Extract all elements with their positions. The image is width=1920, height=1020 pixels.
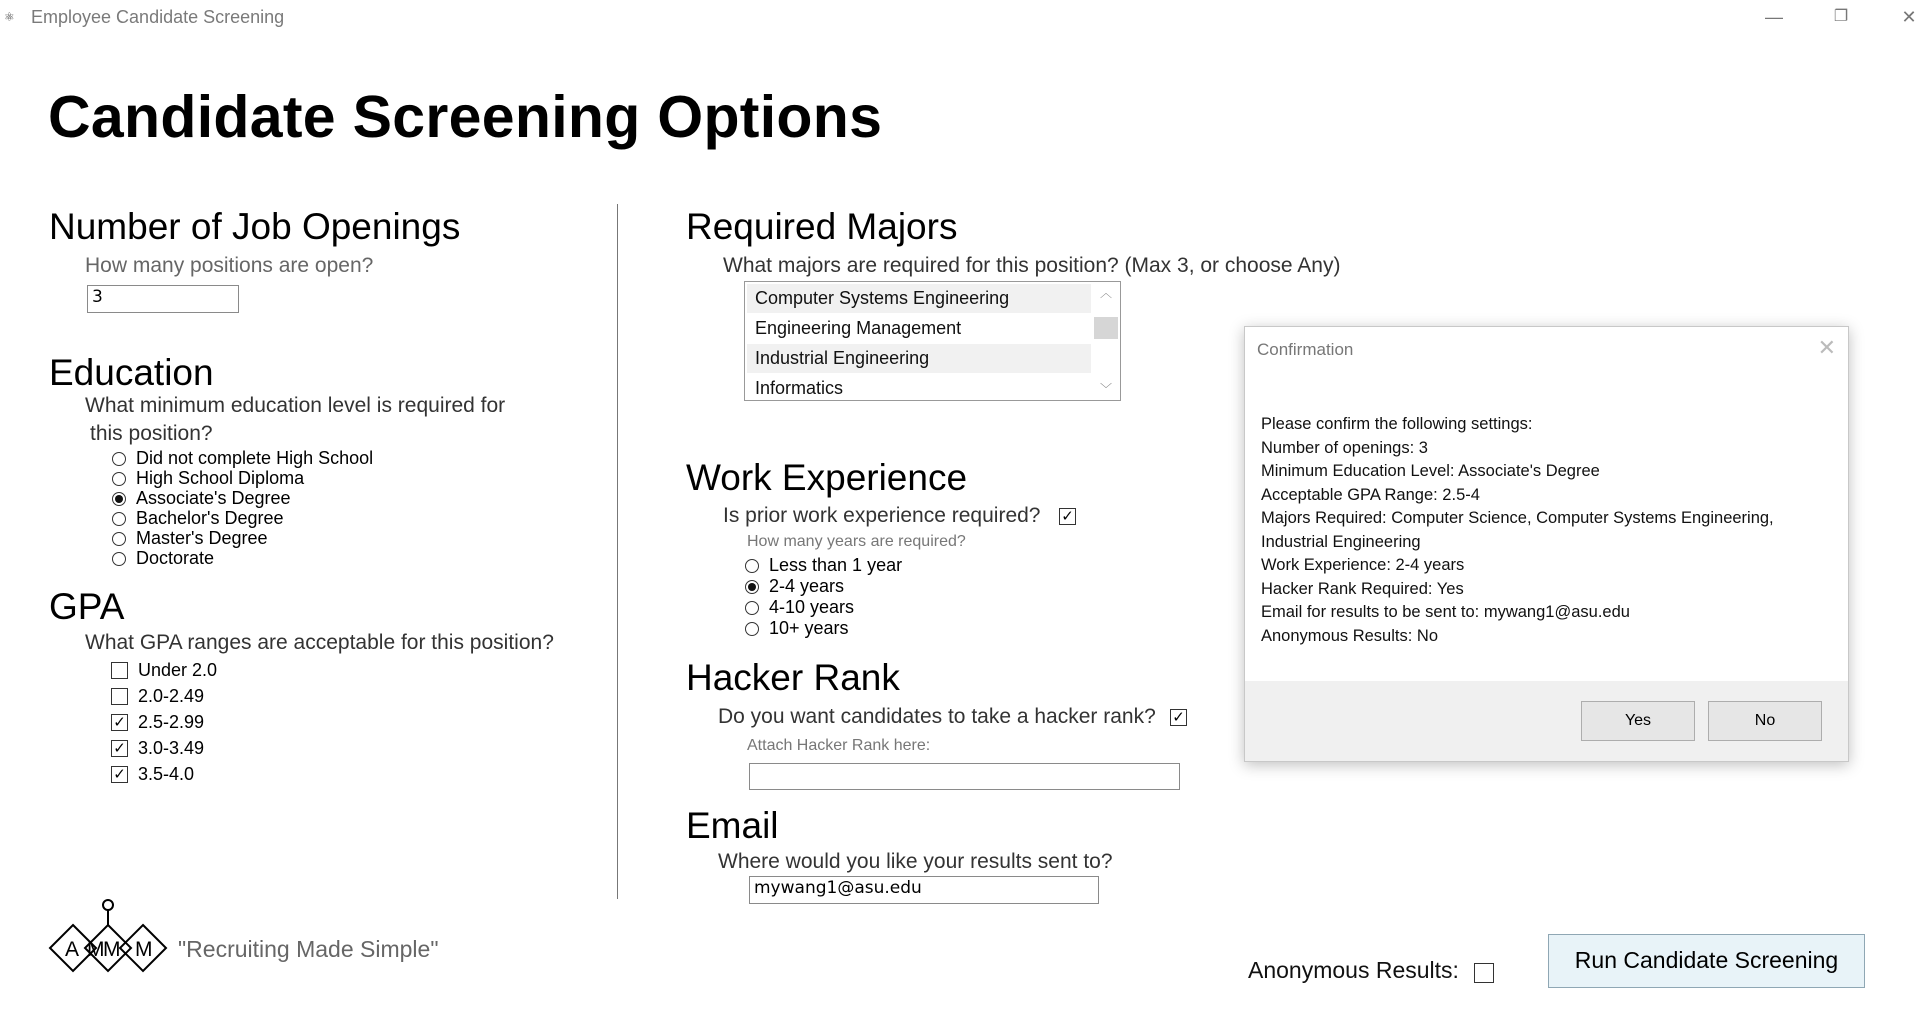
option-label: 2.5-2.99 [138, 712, 205, 732]
education-option[interactable] [112, 528, 267, 549]
education-heading: Education [49, 352, 214, 393]
education-question-line1: What minimum education level is required for [85, 394, 506, 417]
email-question: Where would you like your results sent to? [718, 850, 1113, 873]
dialog-line: Acceptable GPA Range: 2.5-4 [1261, 485, 1480, 504]
close-button[interactable]: ✕ [1901, 7, 1917, 27]
checkbox[interactable] [111, 662, 128, 679]
dialog-line: Industrial Engineering [1261, 532, 1421, 551]
radio-button[interactable] [745, 601, 759, 615]
dialog-line: Anonymous Results: No [1261, 626, 1438, 645]
restore-button[interactable]: ❐ [1833, 8, 1849, 25]
work-experience-option[interactable] [745, 618, 849, 639]
logo-letter-a: A [65, 938, 80, 961]
radio-button[interactable] [112, 512, 126, 526]
hacker-rank-checkbox[interactable]: ✓ [1170, 709, 1187, 726]
work-experience-question: Is prior work experience required? [723, 504, 1041, 527]
hacker-rank-question: Do you want candidates to take a hacker rank? [718, 705, 1156, 728]
radio-button[interactable] [745, 580, 759, 594]
radio-button[interactable] [745, 559, 759, 573]
radio-button[interactable] [112, 452, 126, 466]
gpa-option[interactable] [111, 660, 217, 681]
gpa-option[interactable] [111, 686, 204, 707]
job-openings-question: How many positions are open? [85, 254, 374, 277]
hacker-rank-heading: Hacker Rank [686, 657, 900, 698]
checkbox[interactable]: ✓ [111, 714, 128, 731]
gpa-heading: GPA [49, 586, 125, 627]
company-logo [48, 897, 170, 979]
dialog-close-icon[interactable]: ✕ [1817, 335, 1836, 360]
confirmation-dialog [1244, 326, 1849, 762]
majors-scrollbar[interactable] [1093, 283, 1119, 399]
education-option[interactable] [112, 468, 304, 489]
dialog-line: Number of openings: 3 [1261, 438, 1428, 457]
option-label: 3.0-3.49 [138, 738, 205, 758]
dialog-title: Confirmation [1257, 340, 1354, 359]
gpa-option[interactable] [111, 738, 204, 759]
option-label: Doctorate [136, 548, 215, 568]
option-label: 4-10 years [769, 597, 855, 617]
majors-heading: Required Majors [686, 206, 958, 247]
option-label: Bachelor's Degree [136, 508, 284, 528]
education-option[interactable] [112, 548, 214, 569]
education-question-line2: this position? [90, 422, 213, 445]
job-openings-input[interactable]: 3 [87, 285, 239, 313]
majors-question: What majors are required for this position? (Max 3, or choose Any) [723, 254, 1341, 277]
option-label: Under 2.0 [138, 660, 218, 680]
education-option[interactable] [112, 508, 284, 529]
radio-button[interactable] [112, 492, 126, 506]
dialog-line: Work Experience: 2-4 years [1261, 556, 1465, 574]
dialog-line: Hacker Rank Required: Yes [1261, 579, 1464, 598]
radio-button[interactable] [112, 552, 126, 566]
work-experience-heading: Work Experience [686, 457, 968, 498]
radio-button[interactable] [745, 622, 759, 636]
dialog-line: Email for results to be sent to: mywang1@asu.edu [1261, 603, 1630, 621]
majors-listbox[interactable] [744, 281, 1121, 401]
dialog-line: Majors Required: Computer Science, Computer Systems Engineering, [1261, 509, 1774, 527]
education-option[interactable] [112, 448, 373, 469]
dialog-line: Please confirm the following settings: [1261, 415, 1533, 433]
option-label: Less than 1 year [769, 555, 903, 575]
window-title: Employee Candidate Screening [31, 7, 285, 27]
option-label: 2.0-2.49 [138, 686, 205, 706]
dialog-yes-button[interactable]: Yes [1581, 701, 1695, 741]
page-title: Candidate Screening Options [48, 84, 883, 150]
checkbox[interactable]: ✓ [111, 740, 128, 757]
tagline: "Recruiting Made Simple" [178, 936, 439, 962]
major-list-item[interactable]: Engineering Management [755, 318, 962, 338]
logo-letter-m3: M [135, 938, 153, 961]
gpa-option[interactable] [111, 764, 194, 785]
scroll-down-icon[interactable]: ﹀ [1099, 382, 1112, 396]
major-list-item[interactable]: Computer Systems Engineering [747, 284, 1091, 313]
app-icon: ⚛ [4, 10, 15, 24]
logo-letter-m2: M [103, 938, 121, 961]
minimize-button[interactable]: — [1765, 7, 1783, 27]
dialog-message [1261, 413, 1821, 648]
scroll-thumb[interactable] [1094, 317, 1118, 339]
radio-button[interactable] [112, 532, 126, 546]
hacker-rank-attach-label: Attach Hacker Rank here: [747, 737, 931, 754]
run-screening-button[interactable]: Run Candidate Screening [1548, 934, 1865, 988]
option-label: Associate's Degree [136, 488, 291, 508]
radio-button[interactable] [112, 472, 126, 486]
years-question: How many years are required? [747, 533, 966, 550]
dialog-line: Minimum Education Level: Associate's Degree [1261, 462, 1600, 480]
email-heading: Email [686, 805, 779, 846]
major-list-item[interactable]: Industrial Engineering [747, 344, 1091, 373]
scroll-up-icon[interactable]: ︿ [1099, 286, 1112, 300]
checkbox[interactable] [111, 688, 128, 705]
option-label: 10+ years [769, 618, 849, 638]
option-label: 3.5-4.0 [138, 764, 195, 784]
work-experience-checkbox[interactable]: ✓ [1059, 508, 1076, 525]
column-divider [617, 204, 618, 899]
logo-letter-m1: M [87, 938, 105, 961]
title-bar [0, 0, 1920, 36]
anonymous-label: Anonymous Results: [1248, 957, 1459, 983]
option-label: High School Diploma [136, 468, 305, 488]
option-label: Did not complete High School [136, 448, 374, 468]
option-label: Master's Degree [136, 528, 268, 548]
work-experience-option[interactable] [745, 555, 902, 576]
email-input[interactable]: mywang1@asu.edu [749, 876, 1099, 904]
job-openings-heading: Number of Job Openings [49, 206, 461, 247]
major-list-item[interactable]: Informatics [755, 378, 844, 398]
education-option[interactable] [112, 488, 291, 509]
option-label: 2-4 years [769, 576, 845, 596]
work-experience-option[interactable] [745, 576, 844, 597]
anonymous-checkbox[interactable] [1474, 963, 1494, 983]
checkbox[interactable]: ✓ [111, 766, 128, 783]
dialog-no-button[interactable]: No [1708, 701, 1822, 741]
gpa-question: What GPA ranges are acceptable for this position? [85, 631, 554, 654]
hacker-rank-attach-input[interactable] [749, 763, 1180, 790]
work-experience-option[interactable] [745, 597, 854, 618]
gpa-option[interactable] [111, 712, 204, 733]
